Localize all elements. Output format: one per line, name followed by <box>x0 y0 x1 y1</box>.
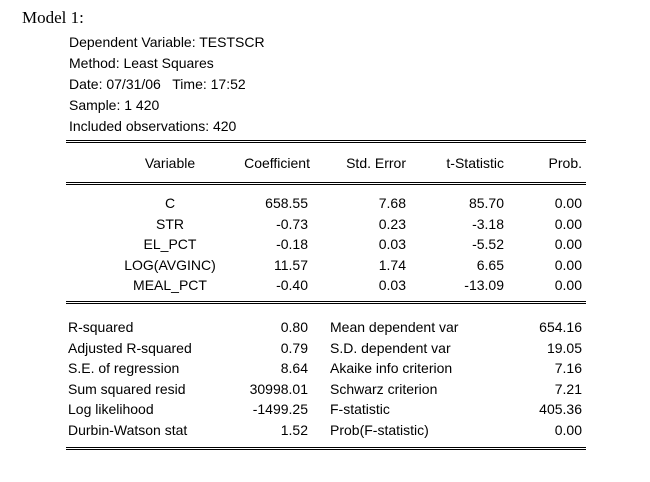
std-error-value: 0.03 <box>378 236 406 252</box>
t-statistic-value: 6.65 <box>476 256 504 273</box>
summary-stat-row <box>66 338 586 359</box>
stat-value-right: 19.05 <box>546 339 582 356</box>
prob-value: 0.00 <box>554 195 582 211</box>
coefficient-row <box>66 255 586 276</box>
stat-value-left: -1499.25 <box>252 401 308 417</box>
coefficient-value: 658.55 <box>265 195 308 211</box>
stat-label-right: F-statistic <box>330 401 390 417</box>
header-coefficient: Coefficient <box>244 155 310 171</box>
coefficients-bottom-rule <box>66 301 586 304</box>
summary-stat-row <box>66 420 586 441</box>
coefficient-value: -0.73 <box>276 215 308 232</box>
table-top-rule <box>66 140 586 143</box>
summary-stat-row <box>66 399 586 420</box>
header-row <box>66 153 586 174</box>
regression-metadata <box>69 32 265 137</box>
coefficient-row <box>66 214 586 235</box>
coefficient-row <box>66 193 586 214</box>
coefficient-value: 11.57 <box>274 256 308 273</box>
header-bottom-rule <box>66 182 586 185</box>
stat-value-right: 0.00 <box>554 421 582 438</box>
coefficient-row <box>66 275 586 296</box>
stat-label-left: Sum squared resid <box>68 380 186 397</box>
prob-value: 0.00 <box>554 256 582 273</box>
variable-name: MEAL_PCT <box>133 277 207 293</box>
stat-value-right: 7.16 <box>554 360 582 376</box>
stat-value-left: 8.64 <box>280 360 308 376</box>
dependent-variable-line: Dependent Variable: TESTSCR <box>69 34 265 50</box>
t-statistic-value: -5.52 <box>472 236 504 252</box>
stat-label-right: Akaike info criterion <box>330 360 453 376</box>
stat-value-left: 1.52 <box>280 421 308 438</box>
prob-value: 0.00 <box>554 277 582 293</box>
coefficient-value: -0.40 <box>276 277 308 293</box>
header-std-error: Std. Error <box>346 155 406 171</box>
coefficient-table-body <box>66 193 586 296</box>
coefficient-row <box>66 234 586 255</box>
observations-line: Included observations: 420 <box>69 118 237 134</box>
stat-label-left: Adjusted R-squared <box>68 339 192 356</box>
coefficient-value: -0.18 <box>276 236 308 252</box>
stat-value-left: 0.80 <box>280 319 308 335</box>
date-time-line: Date: 07/31/06 Time: 17:52 <box>69 76 246 92</box>
variable-name: STR <box>156 215 184 232</box>
stat-value-left: 0.79 <box>280 339 308 356</box>
variable-name: LOG(AVGINC) <box>124 256 216 273</box>
stat-label-left: S.E. of regression <box>68 360 180 376</box>
std-error-value: 0.23 <box>378 215 406 232</box>
prob-value: 0.00 <box>554 236 582 252</box>
stat-label-left: R-squared <box>68 319 134 335</box>
stat-value-left: 30998.01 <box>249 380 308 397</box>
t-statistic-value: -13.09 <box>464 277 504 293</box>
std-error-value: 1.74 <box>378 256 406 273</box>
stat-label-left: Log likelihood <box>68 401 154 417</box>
stat-value-right: 654.16 <box>539 319 582 335</box>
table-bottom-rule <box>66 447 586 450</box>
summary-stat-row <box>66 358 586 379</box>
summary-stat-row <box>66 379 586 400</box>
stat-label-right: S.D. dependent var <box>330 339 451 356</box>
summary-stat-row <box>66 317 586 338</box>
std-error-value: 7.68 <box>378 195 406 211</box>
t-statistic-value: -3.18 <box>472 215 504 232</box>
sample-line: Sample: 1 420 <box>69 97 160 113</box>
stat-label-right: Schwarz criterion <box>330 380 438 397</box>
stat-label-left: Durbin-Watson stat <box>68 421 188 438</box>
variable-name: C <box>164 195 176 211</box>
stat-label-right: Mean dependent var <box>330 319 459 335</box>
header-prob: Prob. <box>548 155 582 171</box>
prob-value: 0.00 <box>554 215 582 232</box>
stat-label-right: Prob(F-statistic) <box>330 421 429 438</box>
header-variable: Variable <box>144 155 196 171</box>
std-error-value: 0.03 <box>378 277 406 293</box>
stat-value-right: 7.21 <box>554 380 582 397</box>
model-title: Model 1: <box>22 8 84 27</box>
t-statistic-value: 85.70 <box>468 195 504 211</box>
coefficient-table-header <box>66 153 586 174</box>
method-line: Method: Least Squares <box>69 55 214 71</box>
variable-name: EL_PCT <box>143 236 197 252</box>
stat-value-right: 405.36 <box>539 401 582 417</box>
header-t-statistic: t-Statistic <box>446 155 504 171</box>
summary-statistics <box>66 317 586 440</box>
